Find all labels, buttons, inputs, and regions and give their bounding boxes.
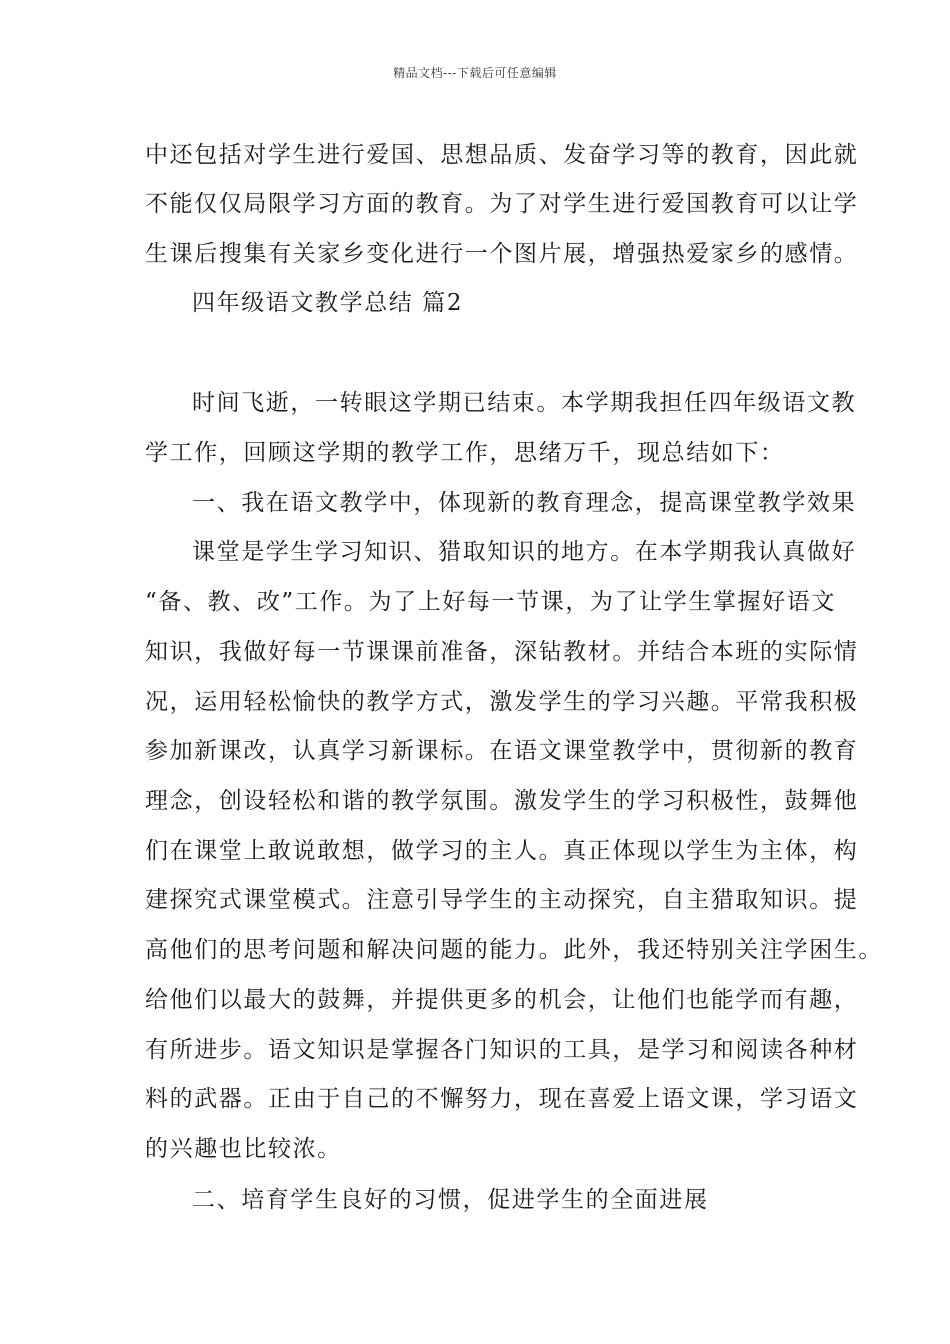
body-line: 高他们的思考问题和解决问题的能力。此外，我还特别关注学困生。 xyxy=(145,937,883,963)
body-line: 参加新课改，认真学习新课标。在语文课堂教学中，贯彻新的教育 xyxy=(145,738,859,764)
subheading: 二、培育学生良好的习惯，促进学生的全面进展 xyxy=(192,1187,709,1213)
body-line: 不能仅仅局限学习方面的教育。为了对学生进行爱国教育可以让学 xyxy=(145,191,859,217)
body-line: 有所进步。语文知识是掌握各门知识的工具，是学习和阅读各种材 xyxy=(145,1037,859,1063)
page-header: 精品文档---下载后可任意编辑 xyxy=(393,66,557,80)
body-line: 理念，创设轻松和谐的教学氛围。激发学生的学习积极性，鼓舞他 xyxy=(145,788,859,814)
paragraph-start: 时间飞逝，一转眼这学期已结束。本学期我担任四年级语文教 xyxy=(192,390,857,416)
subheading: 一、我在语文教学中，体现新的教育理念，提高课堂教学效果 xyxy=(192,490,857,516)
paragraph-start: 课堂是学生学习知识、猎取知识的地方。在本学期我认真做好 xyxy=(192,539,857,565)
body-line: 况，运用轻松愉快的教学方式，激发学生的学习兴趣。平常我积极 xyxy=(145,689,859,715)
body-line: 们在课堂上敢说敢想，做学习的主人。真正体现以学生为主体，构 xyxy=(145,838,859,864)
body-line: 中还包括对学生进行爱国、思想品质、发奋学习等的教育，因此就 xyxy=(145,142,859,168)
body-line: “备、教、改”工作。为了上好每一节课，为了让学生掌握好语文 xyxy=(145,589,836,615)
body-line: 的兴趣也比较浓。 xyxy=(145,1136,342,1162)
body-line: 生课后搜集有关家乡变化进行一个图片展，增强热爱家乡的感情。 xyxy=(145,241,859,267)
body-line: 学工作，回顾这学期的教学工作，思绪万千，现总结如下： xyxy=(145,440,785,466)
section-title: 四年级语文教学总结 篇2 xyxy=(192,290,464,316)
body-line: 给他们以最大的鼓舞，并提供更多的机会，让他们也能学而有趣， xyxy=(145,987,859,1013)
body-line: 建探究式课堂模式。注意引导学生的主动探究，自主猎取知识。提 xyxy=(145,887,859,913)
body-line: 知识，我做好每一节课课前准备，深钻教材。并结合本班的实际情 xyxy=(145,639,859,665)
body-line: 料的武器。正由于自己的不懈努力，现在喜爱上语文课，学习语文 xyxy=(145,1086,859,1112)
